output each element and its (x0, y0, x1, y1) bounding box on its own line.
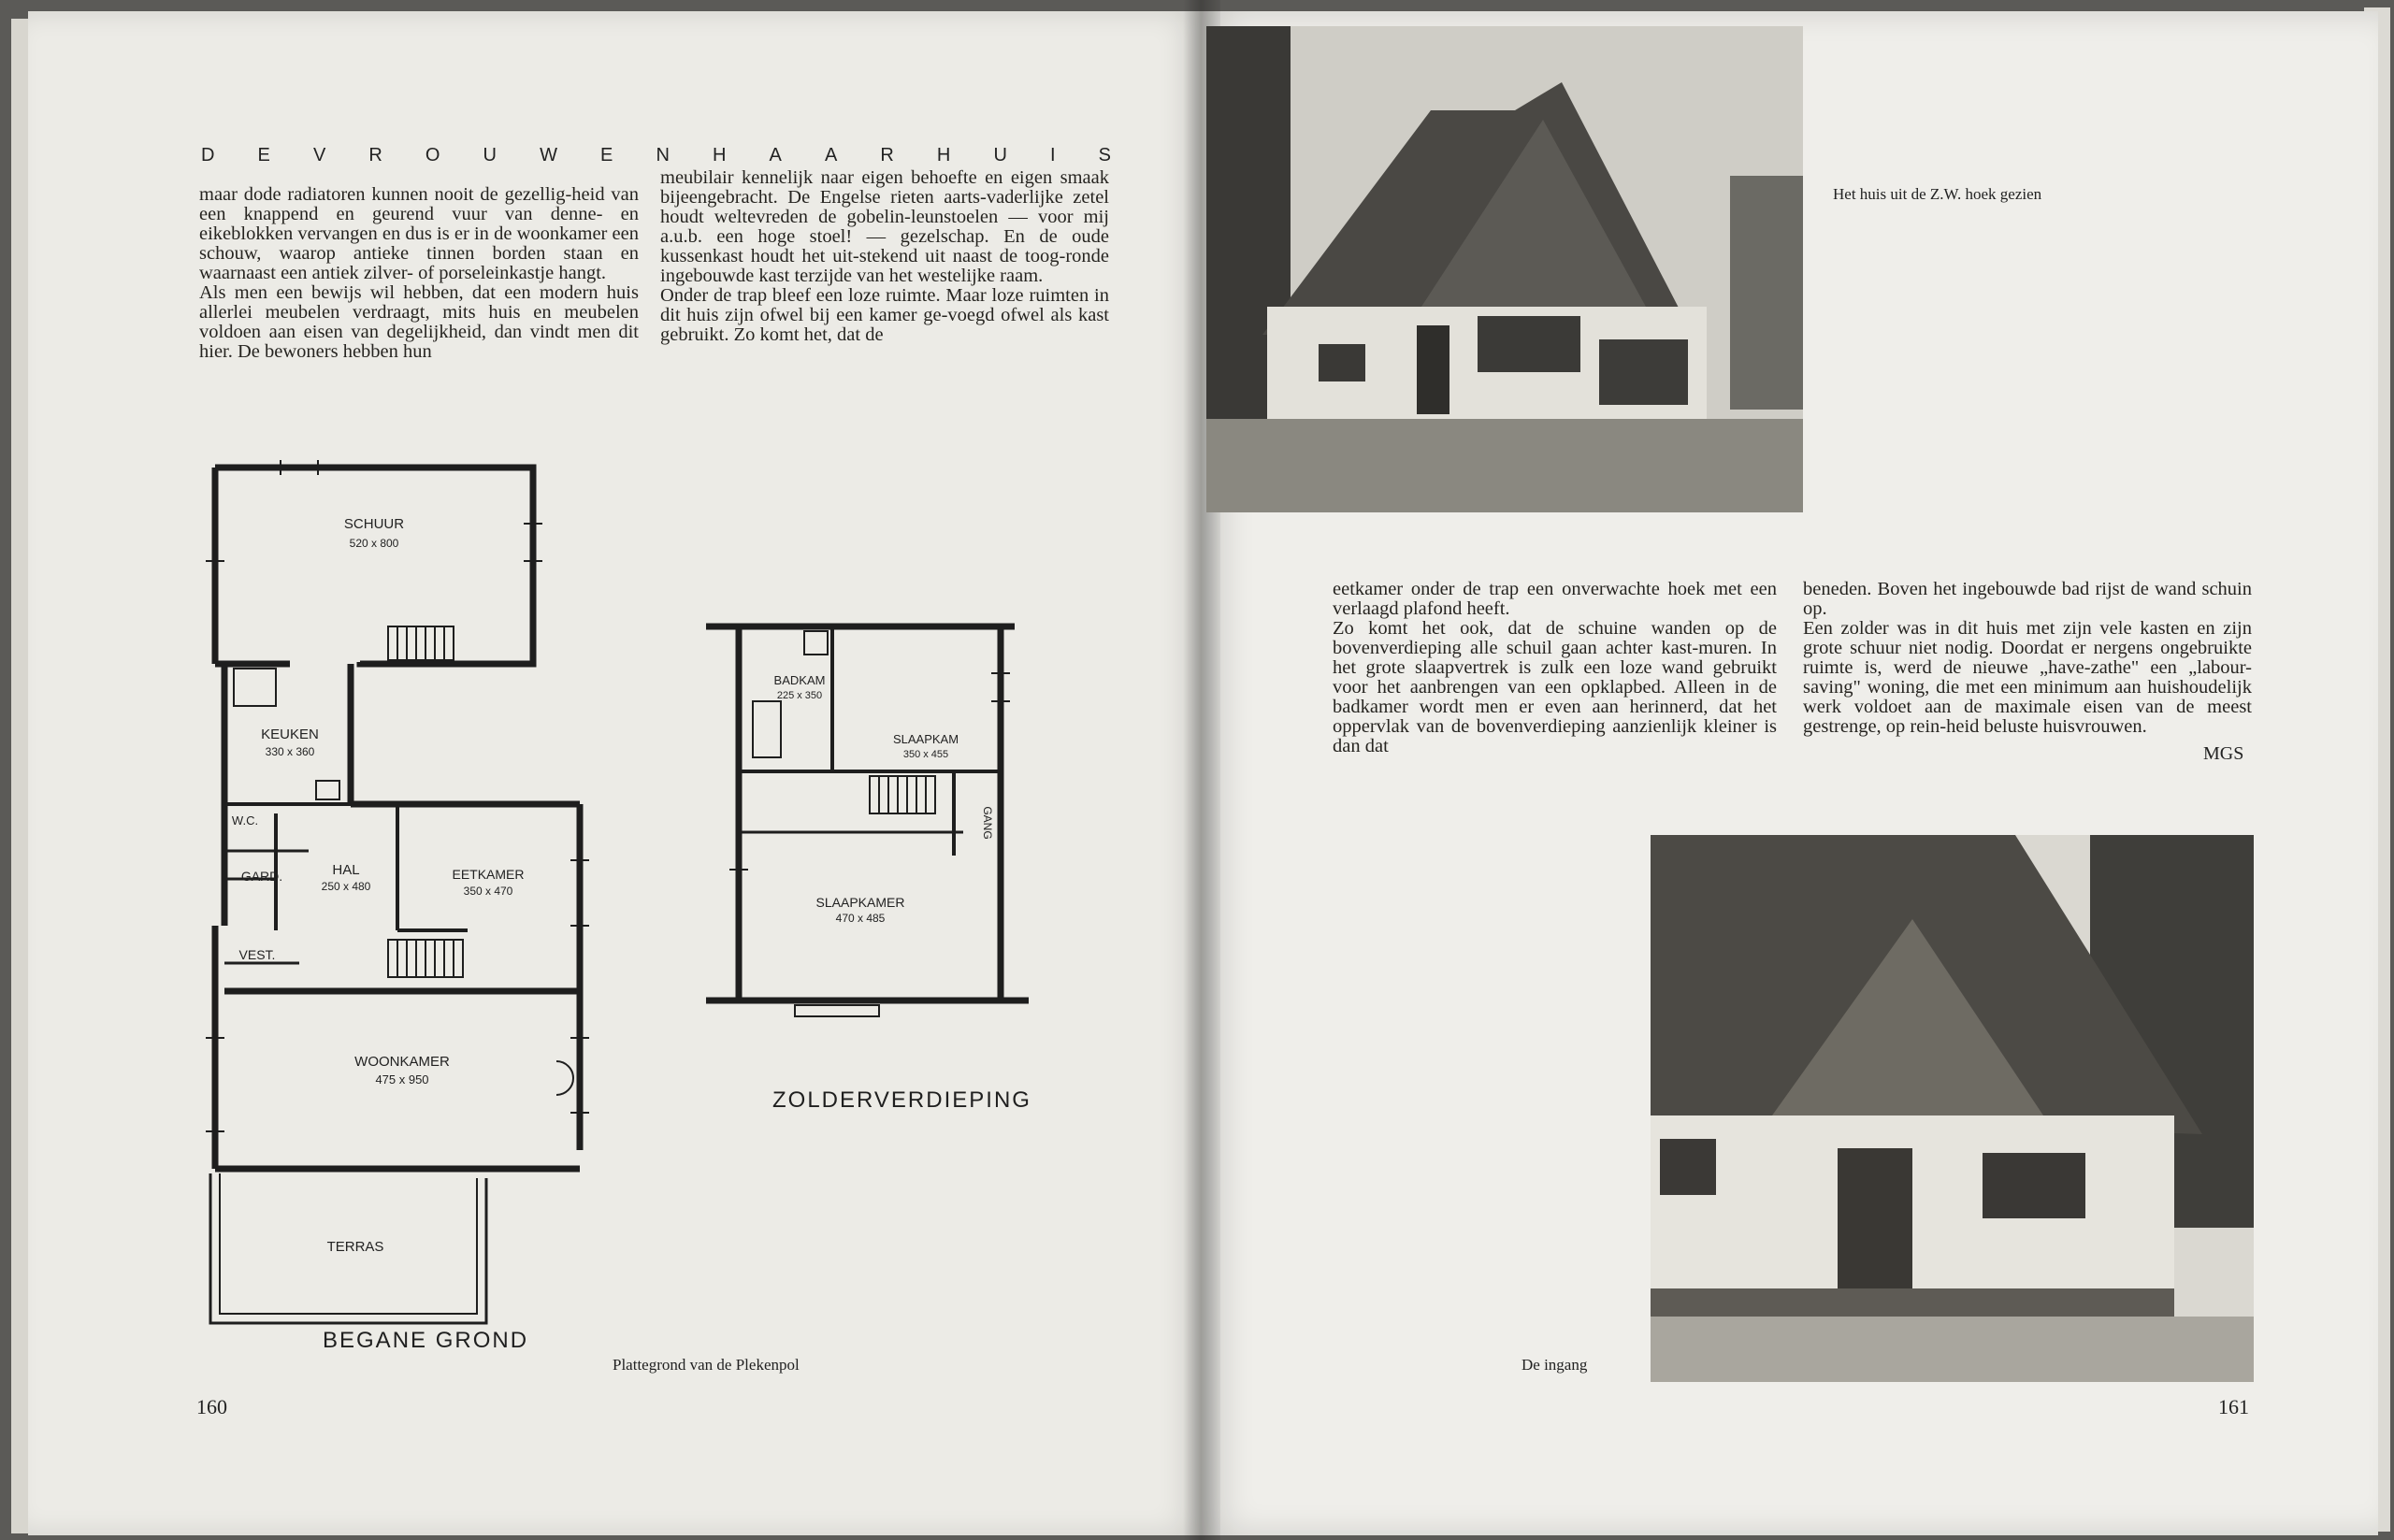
room-label-badkam: BADKAM (773, 673, 826, 687)
ground-floor-title: BEGANE GROND (323, 1328, 529, 1353)
room-dim-keuken: 330 x 360 (265, 745, 315, 758)
right-column-1 (1333, 580, 1777, 756)
header-letter: N (656, 145, 671, 166)
ground (1651, 1317, 2254, 1382)
window (1983, 1153, 2085, 1218)
room-dim-slaapkam: 350 x 455 (902, 749, 949, 760)
house-photo-sw (1206, 26, 1803, 512)
stairs (234, 669, 276, 706)
window (316, 781, 339, 799)
header-letter: A (769, 145, 784, 166)
window (795, 1005, 879, 1016)
running-header (201, 145, 1113, 166)
room-label-gard: GARD. (240, 869, 283, 884)
window (1478, 316, 1580, 372)
header-letter: S (1098, 145, 1113, 166)
paragraph: Een zolder was in dit huis met zijn vele kasten en zijn grote schuur niet nodig. Doordat er nergens ongebruikte ruimte is, werd de nieuwe „have-zathe" een „labour-saving" woning, die met een minimum aan huishoudelijk werk voldoet aan de maximale eisen van de meest gestrenge, op rein-heid beluste huisvrouwen. (1803, 618, 2252, 737)
room-label-terras: TERRAS (326, 1239, 384, 1255)
header-letter: I (1049, 145, 1058, 166)
attic-floor-plan (706, 626, 1029, 1016)
ground (1206, 419, 1803, 512)
room-dim-hal: 250 x 480 (321, 880, 371, 893)
header-letter: D (201, 145, 217, 166)
header-letter: H (713, 145, 728, 166)
paragraph: Zo komt het ook, dat de schuine wanden op de bovenverdieping alle schuil gaan achter kast-muren. In het grote slaapvertrek is zulk een loze wand gebruikt voor het aanbrengen van een opklapbed. Alleen in de badkamer wordt men er even aan herinnerd, dat het oppervlak van de bovenverdieping aanzienlijk kleiner is dan dat (1333, 618, 1777, 756)
house-photo-entrance (1651, 835, 2254, 1382)
room-label-slaapkamer: SLAAPKAMER (815, 895, 905, 910)
header-letter: E (257, 145, 272, 166)
window (1599, 339, 1688, 405)
room-dim-schuur: 520 x 800 (349, 537, 399, 550)
window (1319, 344, 1365, 381)
bathtub (753, 701, 781, 757)
left-column-1 (199, 185, 639, 362)
header-letter: O (425, 145, 442, 166)
room-label-keuken: KEUKEN (261, 727, 319, 742)
signature: MGS (2203, 743, 2244, 764)
attic-floor-title: ZOLDERVERDIEPING (772, 1087, 1031, 1113)
trees-right (1730, 176, 1803, 410)
paragraph: Als men een bewijs wil hebben, dat een modern huis allerlei meubelen verdraagt, mits huis en meubelen voldoen aan eisen van degelijkheid, dan vindt men dit hier. De bewoners hebben hun (199, 282, 639, 362)
header-letter: W (540, 145, 559, 166)
brick-plinth (1651, 1288, 2174, 1317)
paragraph: meubilair kennelijk naar eigen behoefte en eigen smaak bijeengebracht. De Engelse rieten aarts-vaderlijke zetel houdt weltevreden de gobelin-leunstoelen — voor mij a.u.b. een hoge stoel! — gezelschap. En de oude kussenkast houdt het uit-stekend uit naast de toog-ronde ingebouwde kast terzijde van het westelijke raam. (660, 167, 1109, 286)
header-letter: A (824, 145, 840, 166)
paragraph: beneden. Boven het ingebouwde bad rijst de wand schuin op. (1803, 579, 2252, 619)
left-page-number: 160 (196, 1395, 227, 1418)
header-letter: U (993, 145, 1009, 166)
door (1417, 325, 1449, 414)
header-letter: R (880, 145, 896, 166)
room-label-woonkamer: WOONKAMER (354, 1054, 450, 1070)
right-column-2 (1803, 580, 2252, 737)
photo2-caption: De ingang (1521, 1356, 1588, 1374)
window (1660, 1139, 1716, 1195)
room-label-wc: W.C. (231, 813, 259, 828)
room-label-slaapkam: SLAAPKAM (892, 732, 959, 746)
left-column-2 (660, 168, 1109, 345)
door (1838, 1148, 1912, 1303)
fireplace (556, 1061, 573, 1095)
header-letter: H (936, 145, 953, 166)
ground-floor-plan (206, 460, 589, 1323)
room-dim-badkam: 225 x 350 (776, 690, 823, 701)
paragraph: eetkamer onder de trap een onverwachte hoek met een verlaagd plafond heeft. (1333, 579, 1777, 619)
paragraph: Onder de trap bleef een loze ruimte. Maar loze ruimten in dit huis zijn ofwel bij een kamer ge-voegd ofwel als kast gebruikt. Zo komt het, dat de (660, 285, 1109, 345)
room-label-vest: VEST. (238, 947, 276, 962)
header-letter: U (483, 145, 498, 166)
header-letter: V (312, 145, 328, 166)
room-label-gang: GANG (981, 806, 994, 840)
right-page-number: 161 (2218, 1395, 2249, 1418)
room-dim-slaapkamer: 470 x 485 (835, 912, 886, 925)
photo1-caption: Het huis uit de Z.W. hoek gezien (1833, 185, 2042, 203)
header-letter: R (368, 145, 384, 166)
header-letter: E (600, 145, 615, 166)
window (804, 631, 828, 655)
floor-plan-caption: Plattegrond van de Plekenpol (613, 1356, 800, 1374)
floor-plan-drawing (187, 439, 1066, 1337)
room-dim-eetkamer: 350 x 470 (463, 885, 513, 898)
paragraph: maar dode radiatoren kunnen nooit de gezellig-heid van een knappend en geurend vuur van denne- en eikeblokken vervangen en dus is er in de woonkamer een schouw, waarop antieke tinnen borden staan en waarnaast een antiek zilver- of porseleinkastje hangt. (199, 184, 639, 283)
room-label-eetkamer: EETKAMER (452, 867, 525, 882)
room-label-hal: HAL (332, 862, 360, 878)
room-label-schuur: SCHUUR (343, 516, 405, 532)
room-dim-woonkamer: 475 x 950 (375, 1072, 429, 1087)
wall (215, 468, 533, 664)
